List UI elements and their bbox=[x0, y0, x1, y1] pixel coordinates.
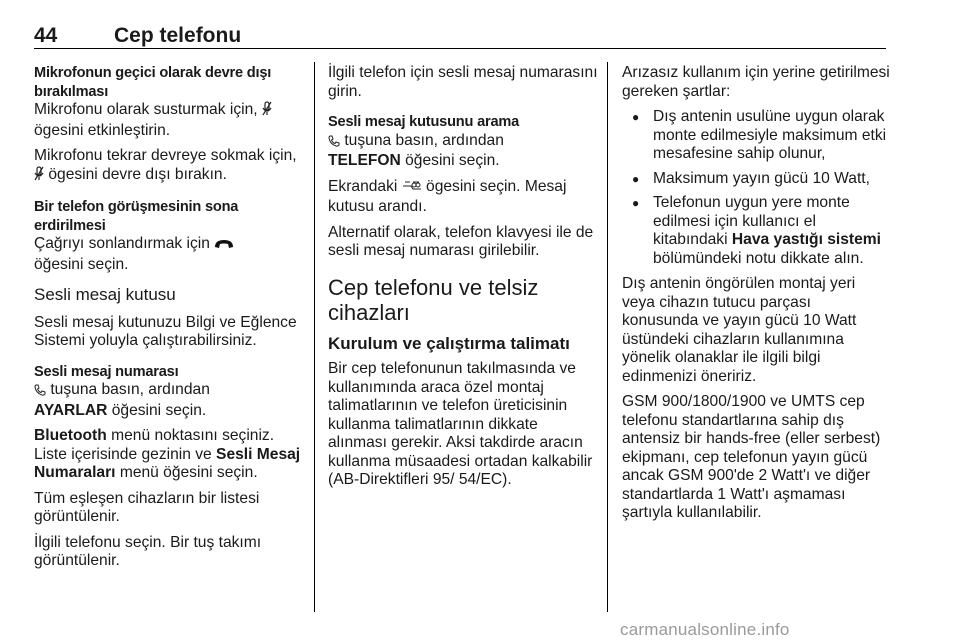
heading-voicemail-numbers: Sesli mesaj numarası bbox=[34, 363, 179, 380]
text: Telefonun uygun yere monte edilmesi için kullanıcı el kitabındaki bbox=[653, 194, 850, 248]
paragraph-enter-number: İlgili telefon için sesli mesaj numarasını girin. bbox=[328, 64, 598, 100]
text: ögesini etkinleştirin. bbox=[34, 121, 171, 139]
term-airbag-system: Hava yastığı sistemi bbox=[731, 231, 881, 248]
text: tuşuna basın, ardından bbox=[50, 381, 210, 398]
column-2 bbox=[328, 64, 598, 497]
paragraph-gsm: GSM 900/1800/1900 ve UMTS cep telefonu standartlarına sahip dış antensiz bir hands-free (eller serbest) ekipmanı, cep telefonun yayın gücü ancak GSM 900'de 2 Watt'ı ve diğer standartlarda 1 Watt'ı aşmaması şartıyla kullanılabilir. bbox=[622, 393, 881, 521]
heading-installation: Kurulum ve çalıştırma talimatı bbox=[328, 333, 570, 353]
text: ögesini devre dışı bırakın. bbox=[48, 165, 227, 183]
header-rule bbox=[34, 48, 886, 49]
heading-mute-microphone: Mikrofonun geçici olarak devre dışı bırakılması bbox=[34, 65, 272, 100]
page-number: 44 bbox=[34, 24, 58, 47]
paragraph-settings bbox=[34, 381, 304, 420]
paragraph-voicemail-icon bbox=[328, 178, 598, 217]
heading-end-call: Bir telefon görüşmesinin sona erdirilmesi bbox=[34, 199, 239, 234]
conditions-list bbox=[622, 108, 890, 268]
paragraph-keypad: İlgili telefonu seçin. Bir tuş takımı görüntülenir. bbox=[34, 533, 262, 569]
text: Mikrofonu tekrar devreye sokmak için, bbox=[34, 147, 297, 164]
text: menü öğesini seçin. bbox=[119, 464, 258, 481]
column-divider-1 bbox=[314, 62, 315, 612]
column-3 bbox=[622, 64, 890, 530]
mic-off-icon bbox=[34, 166, 44, 187]
paragraph-voicemail: Sesli mesaj kutunuzu Bilgi ve Eğlence Sistemi yoluyla çalıştırabilirsiniz. bbox=[34, 313, 297, 349]
menu-term-settings: AYARLAR bbox=[34, 401, 108, 419]
menu-term-bluetooth: Bluetooth bbox=[34, 427, 107, 444]
heading-call-voicemail: Sesli mesaj kutusunu arama bbox=[328, 114, 520, 130]
menu-term-voicemail-numbers: Sesli Mesaj Numaraları bbox=[34, 445, 301, 481]
paragraph-device-list: Tüm eşleşen cihazların bir listesi görüntülenir. bbox=[34, 489, 260, 525]
list-item: ● Dış antenin usulüne uygun olarak monte edilmesiyle maksimum etki mesafesine sahip olunur, bbox=[622, 108, 890, 164]
text: öğesini seçin. bbox=[111, 401, 207, 419]
column-1 bbox=[34, 64, 304, 578]
heading-voicemail: Sesli mesaj kutusu bbox=[34, 285, 176, 304]
hang-up-icon bbox=[214, 237, 234, 256]
text: Mikrofonu olarak susturmak için, bbox=[34, 101, 258, 118]
menu-term-phone: TELEFON bbox=[328, 152, 401, 169]
paragraph-conditions: Arızasız kullanım için yerine getirilmesi gereken şartlar: bbox=[622, 64, 890, 100]
paragraph-alternative: Alternatif olarak, telefon klavyesi ile de sesli mesaj numarası girilebilir. bbox=[328, 223, 594, 259]
text: bölümündeki notu dikkate alın. bbox=[653, 249, 864, 267]
list-item bbox=[622, 194, 890, 268]
paragraph-phone bbox=[328, 132, 598, 171]
text: tuşuna basın, ardından bbox=[344, 131, 504, 149]
list-item: ● Maksimum yayın gücü 10 Watt, bbox=[622, 170, 890, 189]
phone-icon bbox=[328, 134, 340, 153]
paragraph-mute-off bbox=[34, 147, 304, 186]
paragraph-mute-on bbox=[34, 101, 304, 140]
paragraph-end-call bbox=[34, 235, 304, 274]
watermark: carmanualsonline.info bbox=[620, 620, 790, 639]
phone-icon bbox=[34, 383, 46, 402]
text: öğesini seçin. bbox=[34, 255, 129, 273]
text: öğesini seçin. bbox=[405, 152, 500, 169]
text: Ekrandaki bbox=[328, 177, 398, 195]
page-title: Cep telefonu bbox=[114, 24, 242, 47]
mic-off-icon bbox=[262, 101, 272, 122]
text: Çağrıyı sonlandırmak için bbox=[34, 235, 210, 252]
paragraph-bluetooth bbox=[34, 427, 304, 483]
heading-section-radio-devices: Cep telefonu ve telsiz cihazları bbox=[328, 274, 539, 325]
column-divider-2 bbox=[607, 62, 608, 612]
voicemail-icon bbox=[402, 179, 422, 199]
text: ögesini seçin. Mesaj kutusu arandı. bbox=[328, 177, 567, 215]
paragraph-antenna: Dış antenin öngörülen montaj yeri veya cihazın tutucu parçası konusunda ve yayın gücü 10 Watt üstündeki cihazların kullanımına yönelik olanaklar ile ilgili bilgi edinmenizi öneririz. bbox=[622, 275, 857, 385]
paragraph-installation: Bir cep telefonunun takılmasında ve kullanımında araca özel montaj talimatlarının ve telefon üreticisinin kullanma talimatlarının dikkate alınması gerekir. Aksi takdirde aracın kullanma müsaadesi ortadan kalkabilir (AB-Direktifleri 95/ 54/EC). bbox=[328, 360, 593, 488]
text: menü noktasını seçiniz. Liste içerisinde gezinin ve bbox=[34, 427, 275, 463]
